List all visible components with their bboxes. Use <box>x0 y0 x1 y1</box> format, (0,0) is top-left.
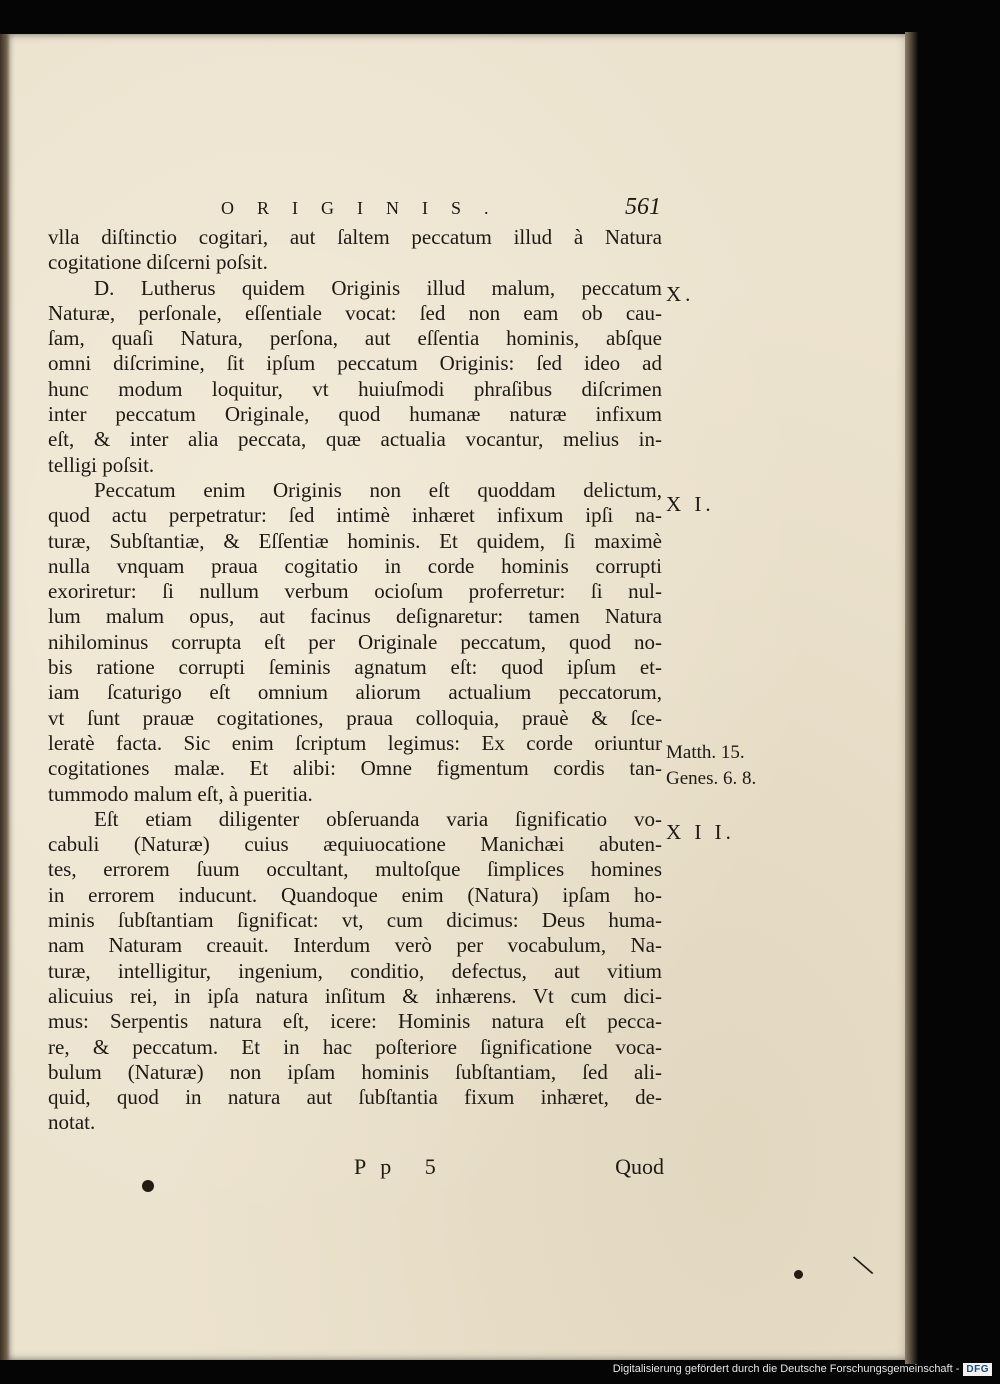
text-line: tes, errorem ſuum occultant, multoſque ſimplices homines <box>48 857 662 882</box>
page-edge-shadow <box>905 32 919 1364</box>
text-line: cabuli (Naturæ) cuius æquiuocatione Manichæi abuten- <box>48 832 662 857</box>
text-line: turæ, Subſtantiæ, & Eſſentiæ hominis. Et quidem, ſi maximè <box>48 528 662 553</box>
text-line: re, & peccatum. Et in hac poſteriore ſignificatione voca- <box>48 1034 662 1059</box>
text-line: quod actu perpetratur: ſed intimè inhæret infixum ipſi na- <box>48 503 662 528</box>
signature-mark: Pp 5 <box>354 1154 450 1179</box>
text-line: quid, quod in natura aut ſubſtantia fixum inhæret, de- <box>48 1085 662 1110</box>
text-line: ſam, quaſi Natura, perſona, aut eſſentia hominis, abſque <box>48 326 662 351</box>
text-line: hunc modum loquitur, vt huiuſmodi phraſibus diſcrimen <box>48 376 662 401</box>
funding-note: Digitalisierung gefördert durch die Deutsche Forschungsgemeinschaft - <box>612 1363 960 1375</box>
text-line: minis ſubſtantiam ſignificat: vt, cum dicimus: Deus huma- <box>48 908 662 933</box>
text-line: bulum (Naturæ) non ipſam hominis ſubſtantiam, ſed ali- <box>48 1059 662 1084</box>
margin-note-matth: Matth. 15. <box>666 742 745 763</box>
text-line: leratè facta. Sic enim ſcriptum legimus: Ex corde oriuntur <box>48 730 662 755</box>
text-line: iam ſcaturigo eſt omnium aliorum actualium peccatorum, <box>48 680 662 705</box>
text-line: lum malum opus, aut facinus deſignaretur: tamen Natura <box>48 604 662 629</box>
text-line: bis ratione corrupti ſeminis agnatum eſt: quod ipſum et- <box>48 655 662 680</box>
page-number: 561 <box>625 194 661 220</box>
text-line: cogitationes malæ. Et alibi: Omne figmentum cordis tan- <box>48 756 662 781</box>
text-line: cogitatione diſcerni poſsit. <box>48 250 268 275</box>
text-line: tummodo malum eſt, à pueritia. <box>48 781 313 806</box>
text-line: vt ſunt prauæ cogitationes, praua colloquia, prauè & ſce- <box>48 705 662 730</box>
page-footer <box>354 1154 664 1184</box>
text-line: in errorem inducunt. Quandoque enim (Natura) ipſam ho- <box>48 882 662 907</box>
page-body-text <box>48 225 662 1136</box>
page-header <box>221 194 661 224</box>
ink-spot <box>794 1270 803 1279</box>
text-line: vlla diſtinctio cogitari, aut ſaltem peccatum illud à Natura <box>48 225 662 249</box>
ink-spot <box>142 1180 154 1192</box>
margin-pencil-mark: \ <box>848 1245 878 1285</box>
text-line: mus: Serpentis natura eſt, icere: Hominis natura eſt pecca- <box>48 1009 662 1034</box>
funding-credit <box>613 1360 992 1378</box>
catchword: Quod <box>615 1154 664 1179</box>
margin-note-genes: Genes. 6. 8. <box>666 768 757 789</box>
margin-note-section-xi: X I. <box>666 492 715 516</box>
text-line: notat. <box>48 1110 96 1135</box>
book-page <box>6 34 912 1360</box>
book-spine-shadow <box>0 34 10 1360</box>
text-line: exoriretur: ſi nullum verbum ocioſum proferretur: ſi nul- <box>48 579 662 604</box>
text-line: nam Naturam creauit. Interdum verò per vocabulum, Na- <box>48 933 662 958</box>
text-line: nulla vnquam praua cogitatio in corde hominis corrupti <box>48 553 662 578</box>
margin-note-section-xii: X I I. <box>666 820 735 844</box>
dfg-logo-icon: DFG <box>963 1363 992 1376</box>
text-line: omni diſcrimine, ſit ipſum peccatum Originis: ſed ideo ad <box>48 351 662 376</box>
text-line: Eſt etiam diligenter obſeruanda varia ſignificatio vo- <box>94 806 662 831</box>
text-line: inter peccatum Originale, quod humanæ naturæ infixum <box>48 402 662 427</box>
text-line: turæ, intelligitur, ingenium, conditio, defectus, aut vitium <box>48 958 662 983</box>
running-title: ORIGINIS. <box>221 198 512 218</box>
text-line: Naturæ, perſonale, eſſentiale vocat: ſed non eam ob cau- <box>48 300 662 325</box>
text-line: telligi poſsit. <box>48 452 155 477</box>
margin-note-section-x: X. <box>666 282 695 306</box>
text-line: D. Lutherus quidem Originis illud malum, peccatum <box>94 275 662 300</box>
text-line: nihilominus corrupta eſt per Originale peccatum, quod no- <box>48 629 662 654</box>
text-line: alicuius rei, in ipſa natura inſitum & inhærens. Vt cum dici- <box>48 983 662 1008</box>
text-line: eſt, & inter alia peccata, quæ actualia vocantur, melius in- <box>48 427 662 452</box>
text-line: Peccatum enim Originis non eſt quoddam delictum, <box>94 477 662 502</box>
